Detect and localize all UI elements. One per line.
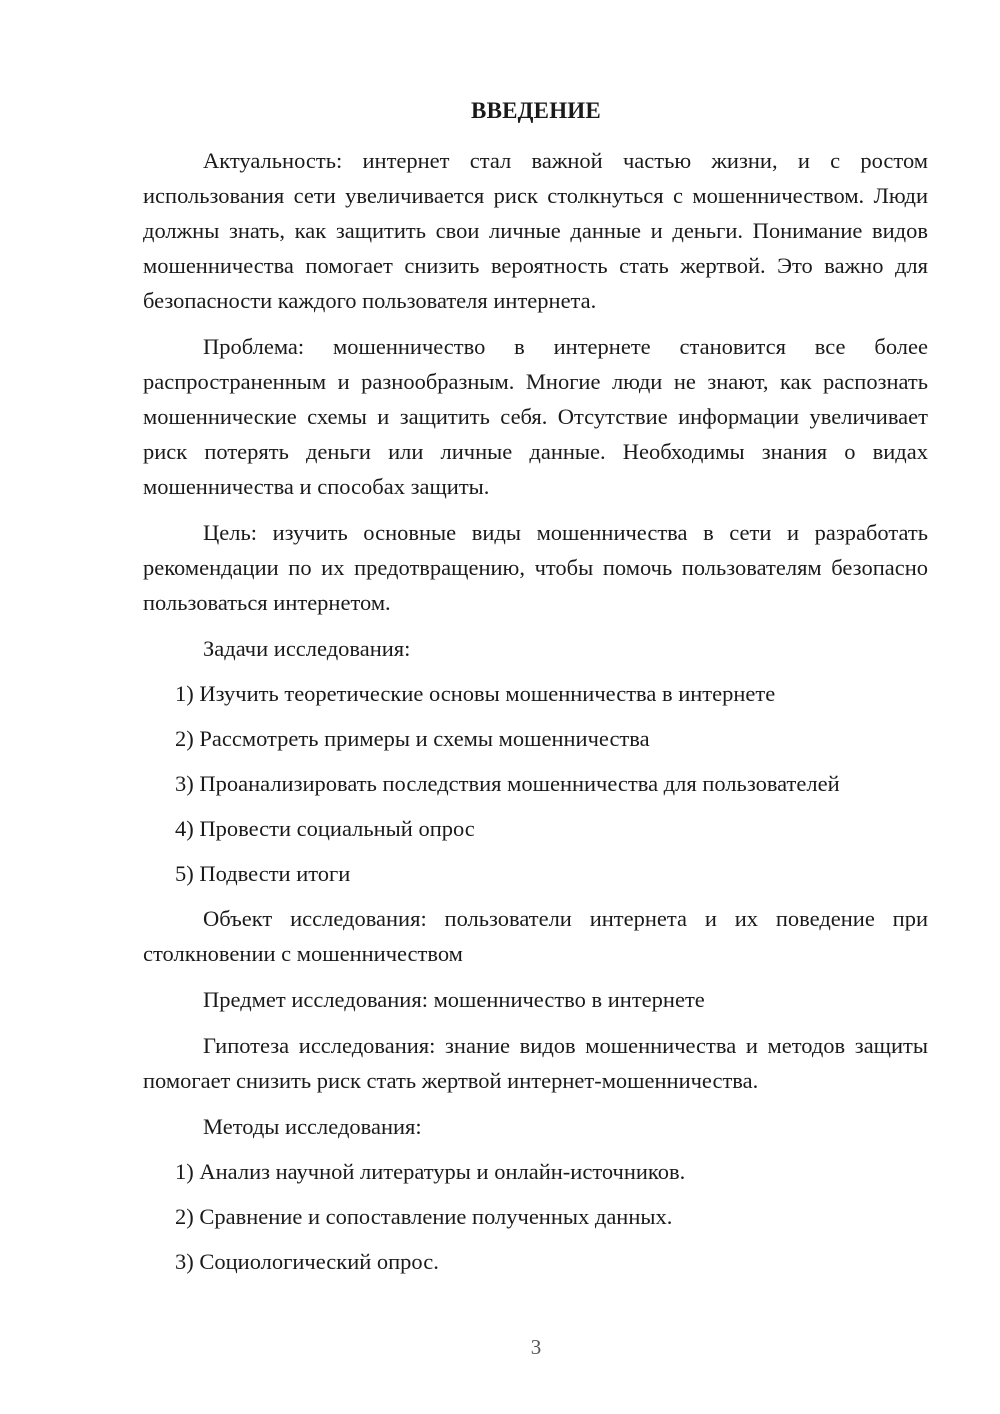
paragraph-hypothesis: Гипотеза исследования: знание видов мошенничества и методов защиты помогает снизить риск стать жертвой интернет-мошенничества.: [143, 1033, 928, 1093]
task-item: 1) Изучить теоретические основы мошенничества в интернете: [175, 681, 776, 706]
paragraph-object: Объект исследования: пользователи интернета и их поведение при столкновении с мошенничеством: [143, 906, 928, 966]
task-item: 2) Рассмотреть примеры и схемы мошенничества: [175, 726, 650, 751]
method-item: 1) Анализ научной литературы и онлайн-источников.: [175, 1159, 686, 1184]
task-item: 3) Проанализировать последствия мошенничества для пользователей: [175, 771, 840, 796]
methods-heading: Методы исследования:: [203, 1114, 422, 1139]
page-title: ВВЕДЕНИЕ: [471, 98, 601, 123]
paragraph-relevance: Актуальность: интернет стал важной частью жизни, и с ростом использования сети увеличивается риск столкнуться с мошенничеством. Люди должны знать, как защитить свои личные данные и деньги. Понимание видов мошенничества помогает снизить вероятность стать жертвой. Это важно для безопасности каждого пользователя интернета.: [143, 148, 928, 313]
paragraph-problem: Проблема: мошенничество в интернете становится все более распространенным и разнообразным. Многие люди не знают, как распознать мошеннические схемы и защитить себя. Отсутствие информации увеличивает риск потерять деньги или личные данные. Необходимы знания о видах мошенничества и способах защиты.: [143, 334, 928, 499]
method-item: 2) Сравнение и сопоставление полученных данных.: [175, 1204, 673, 1229]
paragraph-subject: Предмет исследования: мошенничество в интернете: [203, 987, 705, 1012]
task-item: 4) Провести социальный опрос: [175, 816, 475, 841]
tasks-heading: Задачи исследования:: [203, 636, 411, 661]
document-body: [143, 143, 928, 1289]
page-number: 3: [530, 1335, 542, 1359]
task-item: 5) Подвести итоги: [175, 861, 351, 886]
method-item: 3) Социологический опрос.: [175, 1249, 439, 1274]
paragraph-goal: Цель: изучить основные виды мошенничества в сети и разработать рекомендации по их предотвращению, чтобы помочь пользователям безопасно пользоваться интернетом.: [143, 520, 928, 615]
